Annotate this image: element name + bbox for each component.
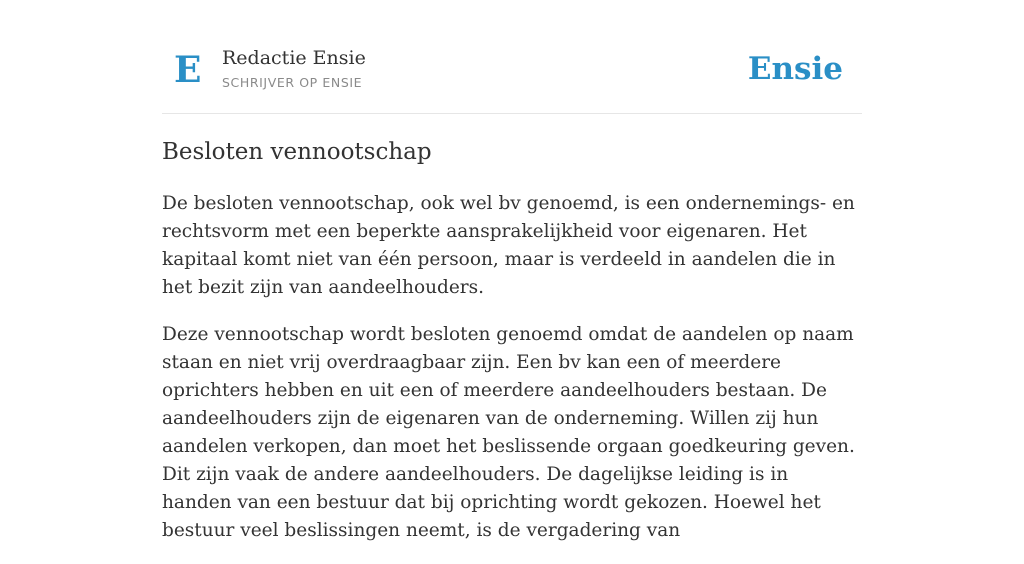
article-body (162, 190, 862, 564)
author-avatar[interactable]: E (174, 49, 202, 91)
article-paragraph: Deze vennootschap wordt besloten genoemd omdat de aandelen op naam staan en niet vrij overdraagbaar zijn. Een bv kan een of meerdere oprichters hebben en uit een of meerdere aandeelhouders bestaan. De aandeelhouders zijn de eigenaren van de onderneming. Willen zij hun aandelen verkopen, dan moet het beslissende orgaan goedkeuring geven. Dit zijn vaak de andere aandeelhouders. De dagelijkse leiding is in handen van een bestuur dat bij oprichting wordt gekozen. Hoewel het bestuur veel beslissingen neemt, is de vergadering van (162, 324, 855, 541)
article-page (162, 0, 862, 541)
author-header (162, 0, 862, 114)
brand-logo[interactable]: Ensie (747, 51, 843, 87)
article-title: Besloten vennootschap (162, 139, 432, 165)
author-role: SCHRIJVER OP ENSIE (222, 75, 363, 90)
article-paragraph: De besloten vennootschap, ook wel bv genoemd, is een ondernemings- en rechtsvorm met een beperkte aansprakelijkheid voor eigenaren. Het kapitaal komt niet van één persoon, maar is verdeeld in aandelen die in het bezit zijn van aandeelhouders. (162, 193, 855, 298)
author-name[interactable]: Redactie Ensie (222, 47, 366, 69)
